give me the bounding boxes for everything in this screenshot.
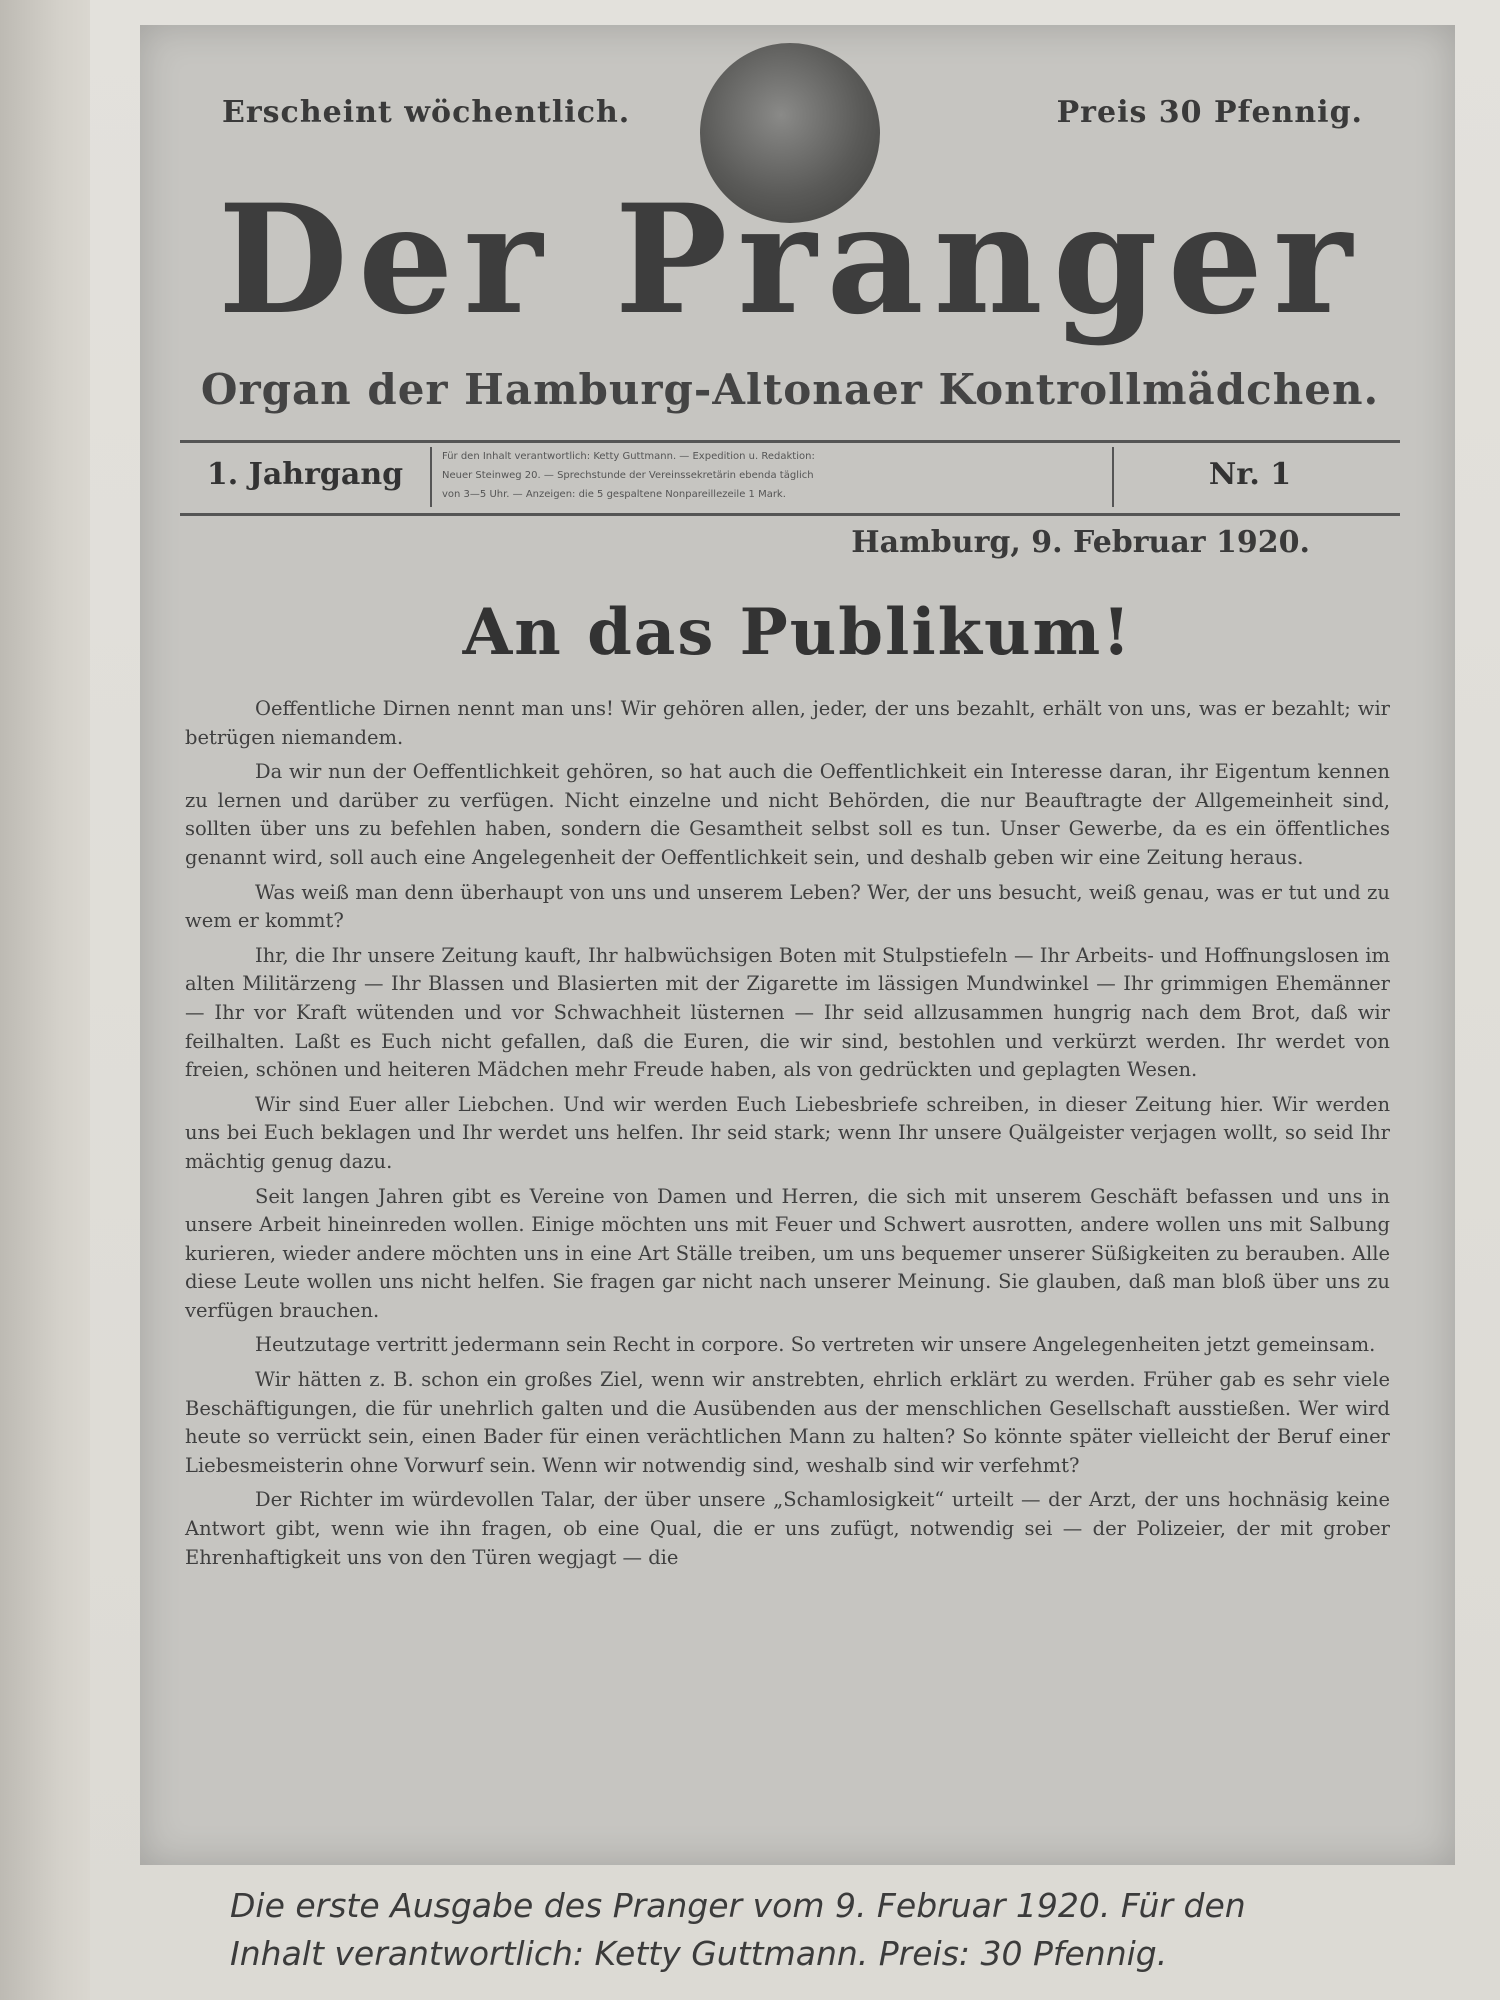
- info-bar: [180, 440, 1400, 516]
- article-paragraph: Seit langen Jahren gibt es Vereine von Damen und Herren, die sich mit unserem Geschäft befassen und uns in unsere Arbeit hineinreden wollen. Einige möchten uns mit Feuer und Schwert ausrotten, andere wollen uns mit Salbung kurieren, wieder andere möchten uns in eine Art Ställe treiben, um uns bequemer unserer Süßigkeiten zu berauben. Alle diese Leute wollen uns nicht helfen. Sie fragen gar nicht nach unserer Meinung. Sie glauben, daß man bloß über uns zu verfügen brauchen.: [185, 1184, 1390, 1322]
- dateline: Hamburg, 9. Februar 1920.: [851, 525, 1310, 560]
- article-paragraph: Oeffentliche Dirnen nennt man uns! Wir gehören allen, jeder, der uns bezahlt, erhält von uns, was er bezahlt; wir betrügen niemandem.: [185, 697, 1390, 749]
- article-paragraph: Was weiß man denn überhaupt von uns und unserem Leben? Wer, der uns besucht, weiß genau, was er tut und zu wem er kommt?: [185, 880, 1390, 933]
- imprint-line: Für den Inhalt verantwortlich: Ketty Guttmann. — Expedition u. Redaktion:: [442, 451, 815, 462]
- headline: An das Publikum!: [462, 595, 1133, 670]
- caption-line: Die erste Ausgabe des Pranger vom 9. Februar 1920. Für den: [230, 1886, 1246, 1925]
- figure-caption: [230, 1882, 1350, 1978]
- price-note: Preis 30 Pfennig.: [1056, 95, 1363, 130]
- masthead-title: Der Pranger: [217, 172, 1363, 348]
- caption-line: Inhalt verantwortlich: Ketty Guttmann. Preis: 30 Pfennig.: [230, 1934, 1168, 1973]
- article-paragraph: Wir hätten z. B. schon ein großes Ziel, wenn wir anstrebten, ehrlich erklärt zu werden. Früher gab es sehr viele Beschäftigungen, die für unehrlich galten und die Ausübenden aus der menschlichen Gesellschaft ausstießen. Wer wird heute so verrückt sein, einen Bader für einen verächtlichen Mann zu halten? So könnte später vielleicht der Beruf einer Liebesmeisterin ohne Vorwurf sein. Wenn wir notwendig sind, weshalb sind wir verfehmt?: [185, 1368, 1390, 1477]
- volume-label: 1. Jahrgang: [206, 457, 404, 492]
- masthead-subtitle: Organ der Hamburg-Altonaer Kontrollmädchen.: [200, 365, 1380, 414]
- article-body: [185, 695, 1390, 1578]
- article-paragraph: Da wir nun der Oeffentlichkeit gehören, so hat auch die Oeffentlichkeit ein Interesse daran, ihr Eigentum kennen zu lernen und darüber zu verfügen. Nicht einzelne und nicht Behörden, die nur Beauftragte der Allgemeinheit sind, sollten über uns zu befehlen haben, sondern die Gesamtheit selbst soll es tun. Unser Gewerbe, da es ein öffentliches genannt wird, soll auch eine Angelegenheit der Oeffentlichkeit sein, und deshalb geben wir eine Zeitung heraus.: [185, 760, 1390, 869]
- imprint-box: [430, 447, 1114, 507]
- newspaper-front-page: [140, 25, 1455, 1865]
- frequency-note: Erscheint wöchentlich.: [222, 95, 631, 130]
- article-paragraph: Der Richter im würdevollen Talar, der über unsere „Schamlosigkeit“ urteilt — der Arzt, der uns hochnäsig keine Antwort gibt, wenn wie ihn fragen, ob eine Qual, die er uns zufügt, notwendig sei — der Polizeier, der mit grober Ehrenhaftigkeit uns von den Türen wegjagt — die: [185, 1488, 1390, 1569]
- article-paragraph: Wir sind Euer aller Liebchen. Und wir werden Euch Liebesbriefe schreiben, in dieser Zeitung hier. Wir werden uns bei Euch beklagen und Ihr werdet uns helfen. Ihr seid stark; wenn Ihr unsere Quälgeister verjagen wollt, so seid Ihr mächtig genug dazu.: [185, 1092, 1390, 1173]
- article-paragraph: Ihr, die Ihr unsere Zeitung kauft, Ihr halbwüchsigen Boten mit Stulpstiefeln — Ihr Arbeits- und Hoffnungslosen im alten Militärzeng — Ihr Blassen und Blasierten mit der Zigarette im lässigen Mundwinkel — Ihr grimmigen Ehemänner — Ihr vor Kraft wütenden und vor Schwachheit lüsternen — Ihr seid allzusammen hungrig nach dem Brot, daß wir feilhalten. Laßt es Euch nicht gefallen, daß die Euren, die wir sind, bestohlen und verkürzt werden. Ihr werdet von freien, schönen und heiteren Mädchen mehr Freude haben, als von gedrückten und geplagten Wesen.: [185, 943, 1390, 1082]
- issue-number: Nr. 1: [1208, 457, 1292, 492]
- book-binding: [0, 0, 100, 2000]
- imprint-line: Neuer Steinweg 20. — Sprechstunde der Vereinssekretärin ebenda täglich: [442, 470, 814, 481]
- imprint-line: von 3—5 Uhr. — Anzeigen: die 5 gespaltene Nonpareillezeile 1 Mark.: [442, 489, 786, 500]
- article-paragraph: Heutzutage vertritt jedermann sein Recht in corpore. So vertreten wir unsere Angelegenheiten jetzt gemeinsam.: [255, 1333, 1376, 1357]
- newspaper-scan: [140, 25, 1455, 1865]
